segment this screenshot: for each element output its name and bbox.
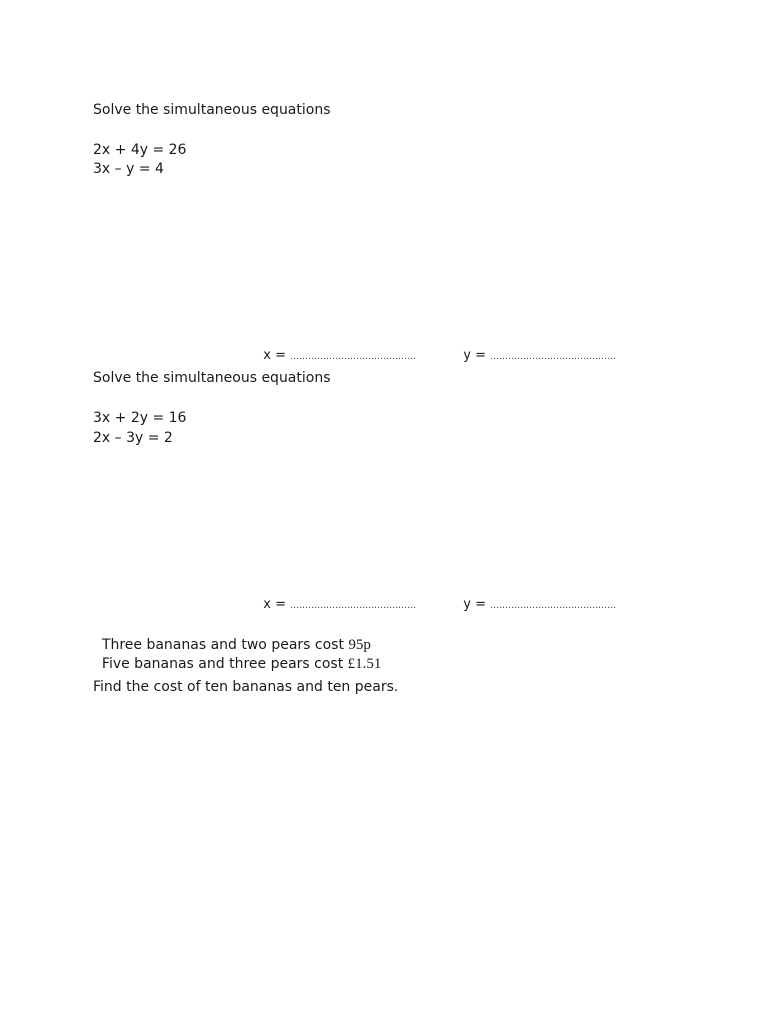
q2-x-label: x = [263, 597, 291, 612]
q1-instruction: Solve the simultaneous equations [93, 102, 331, 118]
q1-equation-1: 2x + 4y = 26 [93, 142, 187, 158]
q2-y-answer-line[interactable]: …………………………………… [490, 601, 617, 611]
q2-instruction: Solve the simultaneous equations [93, 370, 331, 386]
q3-line-2 [93, 637, 381, 673]
q2-x-answer [255, 581, 416, 614]
q1-x-answer [255, 332, 416, 365]
q1-equation-2: 3x – y = 4 [93, 161, 164, 177]
q3-line-3: Find the cost of ten bananas and ten pears. [93, 679, 399, 695]
q1-x-answer-line[interactable]: …………………………………… [290, 352, 417, 362]
q3-line-1-value: 95p [348, 637, 371, 653]
q3-line-2-value: £1.51 [347, 656, 382, 672]
q1-y-answer [455, 332, 616, 365]
q3-line-1-text: Three bananas and two pears cost [101, 637, 349, 653]
q2-equation-2: 2x – 3y = 2 [93, 430, 173, 446]
q1-x-label: x = [263, 348, 291, 363]
q2-x-answer-line[interactable]: …………………………………… [290, 601, 417, 611]
q2-y-label: y = [463, 597, 491, 612]
q2-equation-1: 3x + 2y = 16 [93, 410, 187, 426]
q1-y-label: y = [463, 348, 491, 363]
q1-y-answer-line[interactable]: …………………………………… [490, 352, 617, 362]
q3-line-2-text: Five bananas and three pears cost [101, 656, 348, 672]
q2-y-answer [455, 581, 616, 614]
